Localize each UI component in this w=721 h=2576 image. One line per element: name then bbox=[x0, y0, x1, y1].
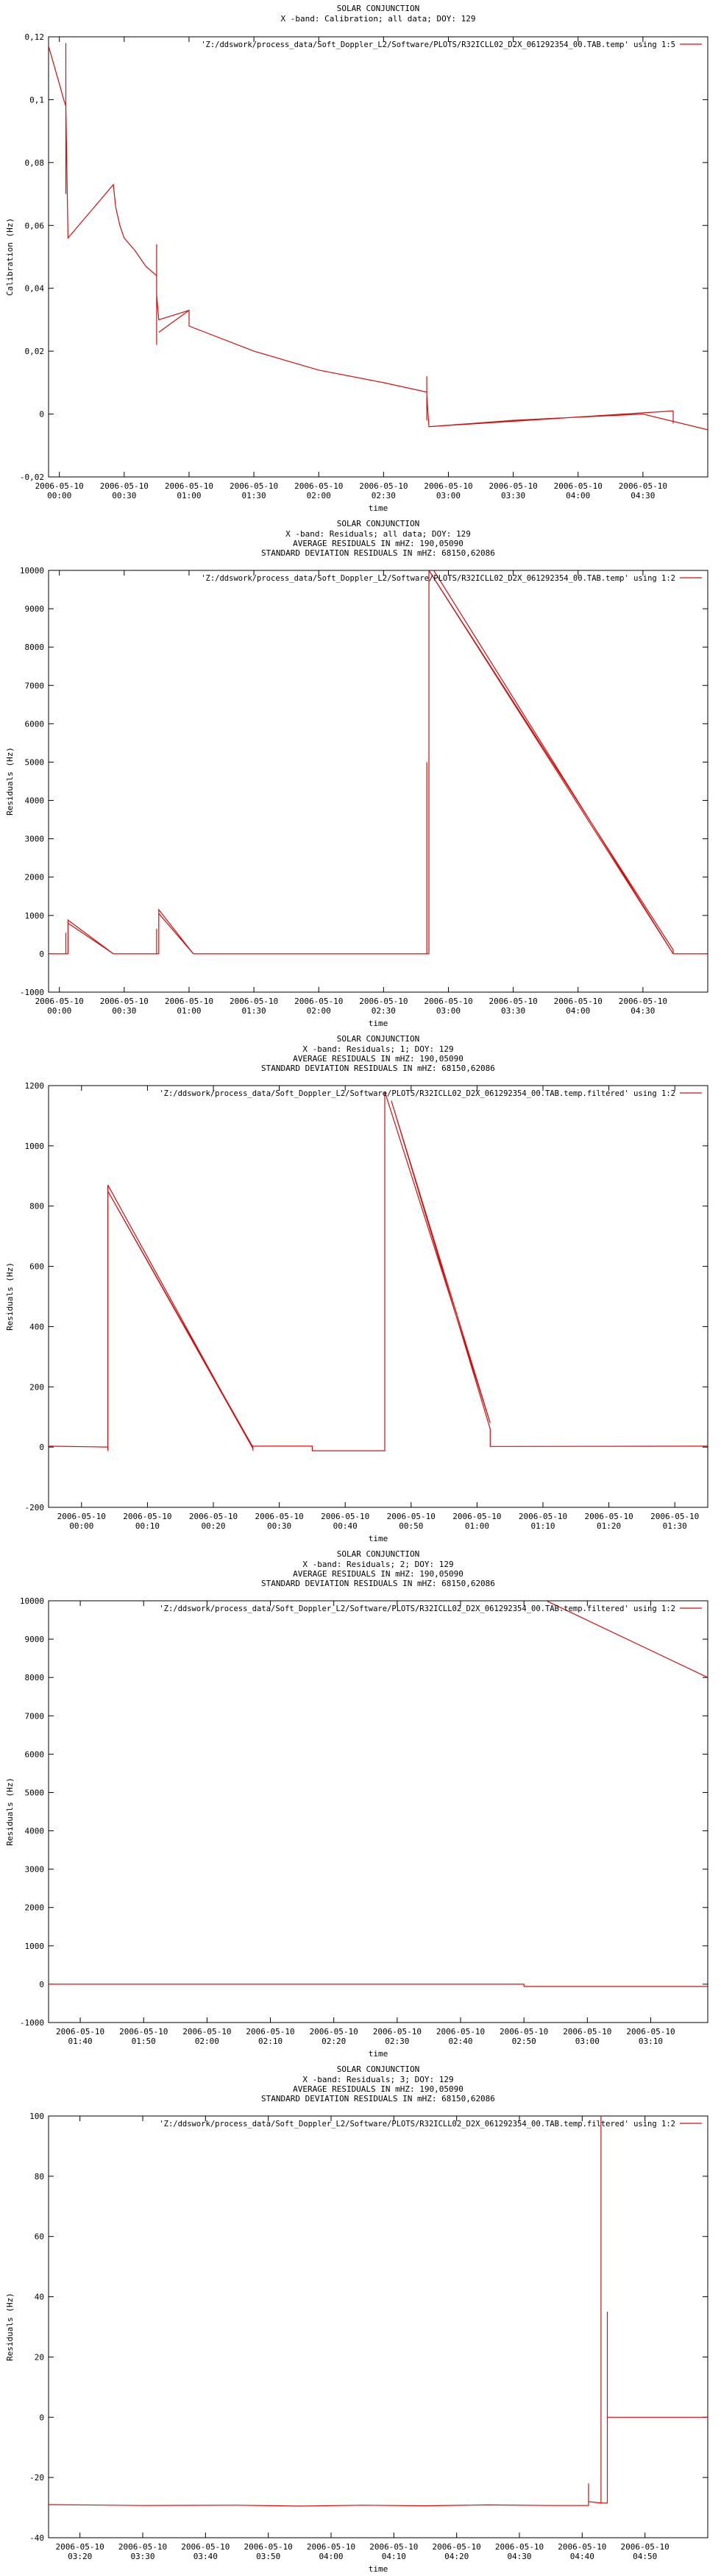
chart-title: SOLAR CONJUNCTION bbox=[336, 519, 420, 528]
x-tick-label: 2006-05-10 bbox=[35, 481, 84, 491]
x-tick-label: 03:30 bbox=[501, 1006, 526, 1016]
x-tick-label: 01:30 bbox=[662, 1521, 687, 1531]
x-tick-label: 00:10 bbox=[135, 1521, 160, 1531]
y-tick-label: 0,1 bbox=[29, 95, 44, 105]
x-tick-label: 2006-05-10 bbox=[306, 2542, 356, 2552]
x-tick-label: 03:30 bbox=[130, 2552, 155, 2561]
x-tick-label: 2006-05-10 bbox=[489, 997, 538, 1006]
chart-title: SOLAR CONJUNCTION bbox=[336, 1034, 420, 1044]
x-tick-label: 2006-05-10 bbox=[294, 997, 344, 1006]
x-tick-label: 2006-05-10 bbox=[164, 481, 214, 491]
x-tick-label: 02:30 bbox=[371, 491, 396, 500]
chart-subtitle-line: X -band: Residuals; all data; DOY: 129 bbox=[285, 529, 471, 539]
y-tick-label: 7000 bbox=[24, 1711, 44, 1722]
x-tick-label: 2006-05-10 bbox=[99, 997, 149, 1006]
x-tick-label: 2006-05-10 bbox=[118, 2542, 168, 2552]
x-tick-label: 2006-05-10 bbox=[432, 2542, 481, 2552]
y-tick-label: 1000 bbox=[24, 1941, 44, 1951]
y-tick-label: 0 bbox=[39, 409, 44, 420]
y-tick-label: 20 bbox=[34, 2352, 44, 2363]
x-tick-label: 02:00 bbox=[194, 2037, 219, 2046]
x-tick-label: 2006-05-10 bbox=[294, 481, 344, 491]
y-tick-label: 0,02 bbox=[24, 347, 44, 357]
x-tick-label: 2006-05-10 bbox=[618, 997, 667, 1006]
y-tick-label: 400 bbox=[29, 1322, 44, 1332]
x-tick-label: 00:50 bbox=[399, 1521, 424, 1531]
x-tick-label: 2006-05-10 bbox=[123, 1512, 172, 1521]
x-tick-label: 01:10 bbox=[530, 1521, 555, 1531]
y-tick-label: 2000 bbox=[24, 872, 44, 882]
x-tick-label: 2006-05-10 bbox=[452, 1512, 502, 1521]
y-tick-label: 0 bbox=[39, 949, 44, 959]
y-tick-label: 200 bbox=[29, 1382, 44, 1393]
x-tick-label: 2006-05-10 bbox=[164, 997, 214, 1006]
x-tick-label: 2006-05-10 bbox=[55, 2542, 104, 2552]
x-tick-label: 03:00 bbox=[575, 2037, 600, 2046]
plot-frame bbox=[49, 1601, 708, 2023]
chart-5 bbox=[5, 2064, 708, 2574]
y-axis-label: Residuals (Hz) bbox=[5, 2293, 15, 2361]
x-tick-label: 04:10 bbox=[381, 2552, 406, 2561]
chart-subtitle-line: X -band: Calibration; all data; DOY: 129 bbox=[280, 14, 476, 24]
plot-frame bbox=[49, 2116, 708, 2538]
y-tick-label: -0,02 bbox=[19, 473, 44, 482]
x-tick-label: 03:00 bbox=[436, 1006, 461, 1016]
x-tick-label: 2006-05-10 bbox=[626, 2027, 675, 2037]
y-axis-label: Residuals (Hz) bbox=[5, 1777, 15, 1846]
x-tick-label: 2006-05-10 bbox=[372, 2027, 422, 2037]
x-tick-label: 00:30 bbox=[112, 491, 137, 500]
y-axis-label: Residuals (Hz) bbox=[5, 1262, 15, 1331]
legend-label: 'Z:/ddswork/process_data/Soft_Doppler_L2/Software/PLOTS/R32ICLL02_D2X_061292354_00.TAB.temp.filtered' using 1:2 bbox=[159, 2120, 675, 2129]
chart-subtitle-line: AVERAGE RESIDUALS IN mHZ: 190,05090 bbox=[293, 1054, 464, 1064]
plot-frame bbox=[49, 570, 708, 992]
y-axis-label: Calibration (Hz) bbox=[5, 218, 15, 296]
x-tick-label: 2006-05-10 bbox=[359, 481, 408, 491]
data-series-line bbox=[49, 43, 708, 430]
x-tick-label: 03:20 bbox=[68, 2552, 93, 2561]
x-tick-label: 00:00 bbox=[47, 1006, 72, 1016]
data-series-line bbox=[49, 563, 708, 954]
x-tick-label: 03:40 bbox=[193, 2552, 218, 2561]
chart-subtitle-line: STANDARD DEVIATION RESIDUALS IN mHZ: 68150,62086 bbox=[261, 1064, 495, 1073]
y-tick-label: 1000 bbox=[24, 1141, 44, 1151]
legend-label: 'Z:/ddswork/process_data/Soft_Doppler_L2/Software/PLOTS/R32ICLL02_D2X_061292354_00.TAB.temp' using 1:2 bbox=[201, 574, 675, 583]
x-tick-label: 04:00 bbox=[566, 491, 591, 500]
data-series-line bbox=[49, 1091, 708, 1451]
x-tick-label: 02:40 bbox=[448, 2037, 473, 2046]
x-tick-label: 2006-05-10 bbox=[309, 2027, 358, 2037]
y-tick-label: 4000 bbox=[24, 796, 44, 806]
chart-3 bbox=[5, 1034, 708, 1543]
plot-frame bbox=[49, 37, 708, 477]
x-tick-label: 2006-05-10 bbox=[436, 2027, 486, 2037]
chart-subtitle-line: AVERAGE RESIDUALS IN mHZ: 190,05090 bbox=[293, 1569, 464, 1579]
x-tick-label: 2006-05-10 bbox=[255, 1512, 304, 1521]
x-tick-label: 2006-05-10 bbox=[424, 997, 473, 1006]
x-tick-label: 03:30 bbox=[501, 491, 526, 500]
x-tick-label: 2006-05-10 bbox=[500, 2027, 549, 2037]
x-tick-label: 00:00 bbox=[69, 1521, 94, 1531]
y-tick-label: 0,04 bbox=[24, 283, 44, 294]
chart-2 bbox=[5, 519, 708, 1028]
x-tick-label: 04:50 bbox=[633, 2552, 658, 2561]
plot-frame bbox=[49, 1086, 708, 1507]
y-tick-label: -1000 bbox=[19, 988, 44, 997]
x-tick-label: 2006-05-10 bbox=[563, 2027, 612, 2037]
x-axis-label: time bbox=[368, 1534, 388, 1543]
y-tick-label: 0 bbox=[39, 2413, 44, 2423]
legend-label: 'Z:/ddswork/process_data/Soft_Doppler_L2/Software/PLOTS/R32ICLL02_D2X_061292354_00.TAB.temp.filtered' using 1:2 bbox=[159, 1604, 675, 1613]
x-tick-label: 01:40 bbox=[68, 2037, 93, 2046]
x-tick-label: 2006-05-10 bbox=[584, 1512, 633, 1521]
x-tick-label: 2006-05-10 bbox=[35, 997, 84, 1006]
chart-subtitle-line: STANDARD DEVIATION RESIDUALS IN mHZ: 68150,62086 bbox=[261, 2094, 495, 2103]
chart-subtitle-line: X -band: Residuals; 3; DOY: 129 bbox=[302, 2075, 454, 2084]
x-tick-label: 02:00 bbox=[306, 491, 331, 500]
y-tick-label: 1200 bbox=[24, 1081, 44, 1091]
x-tick-label: 2006-05-10 bbox=[618, 481, 667, 491]
y-tick-label: 5000 bbox=[24, 1788, 44, 1798]
x-tick-label: 2006-05-10 bbox=[181, 2542, 230, 2552]
y-tick-label: 4000 bbox=[24, 1826, 44, 1836]
x-tick-label: 2006-05-10 bbox=[553, 481, 603, 491]
x-tick-label: 00:30 bbox=[267, 1521, 292, 1531]
x-tick-label: 01:30 bbox=[241, 491, 266, 500]
x-tick-label: 2006-05-10 bbox=[246, 2027, 295, 2037]
x-tick-label: 2006-05-10 bbox=[650, 1512, 700, 1521]
x-tick-label: 04:30 bbox=[631, 491, 656, 500]
y-tick-label: 40 bbox=[34, 2292, 44, 2302]
y-tick-label: 0,12 bbox=[24, 32, 44, 42]
y-tick-label: 80 bbox=[34, 2171, 44, 2182]
y-tick-label: 9000 bbox=[24, 1635, 44, 1645]
x-tick-label: 2006-05-10 bbox=[55, 2027, 105, 2037]
x-tick-label: 01:00 bbox=[464, 1521, 489, 1531]
x-tick-label: 02:50 bbox=[511, 2037, 536, 2046]
y-tick-label: 0 bbox=[39, 1443, 44, 1453]
x-tick-label: 02:30 bbox=[385, 2037, 410, 2046]
x-tick-label: 2006-05-10 bbox=[489, 481, 538, 491]
data-series-line bbox=[49, 2116, 708, 2506]
x-tick-label: 00:40 bbox=[333, 1521, 358, 1531]
x-tick-label: 2006-05-10 bbox=[182, 2027, 232, 2037]
x-axis-label: time bbox=[368, 1019, 388, 1028]
x-tick-label: 04:20 bbox=[444, 2552, 469, 2561]
x-tick-label: 02:10 bbox=[258, 2037, 283, 2046]
y-tick-label: 6000 bbox=[24, 719, 44, 729]
chart-subtitle-line: STANDARD DEVIATION RESIDUALS IN mHZ: 68150,62086 bbox=[261, 548, 495, 558]
y-tick-label: 8000 bbox=[24, 643, 44, 653]
legend-label: 'Z:/ddswork/process_data/Soft_Doppler_L2/Software/PLOTS/R32ICLL02_D2X_061292354_00.TAB.temp.filtered' using 1:2 bbox=[159, 1089, 675, 1098]
chart-4 bbox=[5, 1549, 708, 2059]
x-axis-label: time bbox=[368, 2564, 388, 2574]
x-tick-label: 2006-05-10 bbox=[359, 997, 408, 1006]
x-tick-label: 2006-05-10 bbox=[386, 1512, 436, 1521]
y-tick-label: -1000 bbox=[19, 2018, 44, 2028]
x-tick-label: 02:20 bbox=[322, 2037, 347, 2046]
chart-subtitle-line: AVERAGE RESIDUALS IN mHZ: 190,05090 bbox=[293, 2084, 464, 2094]
y-tick-label: 6000 bbox=[24, 1749, 44, 1760]
y-tick-label: -40 bbox=[29, 2533, 44, 2543]
x-tick-label: 01:00 bbox=[177, 491, 202, 500]
x-tick-label: 04:00 bbox=[319, 2552, 344, 2561]
x-tick-label: 2006-05-10 bbox=[321, 1512, 370, 1521]
x-tick-label: 01:50 bbox=[131, 2037, 156, 2046]
x-tick-label: 00:00 bbox=[47, 491, 72, 500]
x-tick-label: 2006-05-10 bbox=[244, 2542, 293, 2552]
x-tick-label: 03:50 bbox=[256, 2552, 281, 2561]
x-tick-label: 04:40 bbox=[569, 2552, 594, 2561]
x-tick-label: 03:00 bbox=[436, 491, 461, 500]
y-tick-label: -20 bbox=[29, 2473, 44, 2483]
y-tick-label: 3000 bbox=[24, 834, 44, 844]
data-series-line bbox=[49, 1984, 708, 1986]
y-tick-label: 100 bbox=[29, 2112, 44, 2121]
chart-subtitle-line: X -band: Residuals; 1; DOY: 129 bbox=[302, 1044, 454, 1054]
y-tick-label: 0,06 bbox=[24, 221, 44, 231]
x-tick-label: 2006-05-10 bbox=[57, 1512, 106, 1521]
x-tick-label: 2006-05-10 bbox=[229, 481, 279, 491]
chart-subtitle-line: STANDARD DEVIATION RESIDUALS IN mHZ: 68150,62086 bbox=[261, 1579, 495, 1588]
y-axis-label: Residuals (Hz) bbox=[5, 747, 15, 815]
x-axis-label: time bbox=[368, 503, 388, 513]
y-tick-label: 8000 bbox=[24, 1673, 44, 1683]
x-tick-label: 01:20 bbox=[597, 1521, 622, 1531]
chart-title: SOLAR CONJUNCTION bbox=[336, 1549, 420, 1559]
legend-label: 'Z:/ddswork/process_data/Soft_Doppler_L2/Software/PLOTS/R32ICLL02_D2X_061292354_00.TAB.temp' using 1:5 bbox=[201, 40, 675, 49]
y-tick-label: 5000 bbox=[24, 757, 44, 768]
y-tick-label: 0,08 bbox=[24, 158, 44, 168]
y-tick-label: 60 bbox=[34, 2232, 44, 2242]
x-tick-label: 2006-05-10 bbox=[518, 1512, 568, 1521]
x-tick-label: 2006-05-10 bbox=[494, 2542, 544, 2552]
chart-subtitle-line: X -band: Residuals; 2; DOY: 129 bbox=[302, 1560, 454, 1569]
x-tick-label: 2006-05-10 bbox=[424, 481, 473, 491]
y-tick-label: 1000 bbox=[24, 910, 44, 921]
y-tick-label: 3000 bbox=[24, 1864, 44, 1875]
x-tick-label: 2006-05-10 bbox=[620, 2542, 670, 2552]
x-tick-label: 00:20 bbox=[201, 1521, 226, 1531]
y-tick-label: 2000 bbox=[24, 1903, 44, 1913]
y-tick-label: 9000 bbox=[24, 604, 44, 615]
x-tick-label: 00:30 bbox=[112, 1006, 137, 1016]
chart-title: SOLAR CONJUNCTION bbox=[336, 2064, 420, 2074]
x-tick-label: 04:00 bbox=[566, 1006, 591, 1016]
y-tick-label: 10000 bbox=[19, 566, 44, 576]
x-tick-label: 04:30 bbox=[507, 2552, 532, 2561]
x-axis-label: time bbox=[368, 2049, 388, 2059]
x-tick-label: 02:30 bbox=[371, 1006, 396, 1016]
x-tick-label: 2006-05-10 bbox=[99, 481, 149, 491]
y-tick-label: -200 bbox=[24, 1503, 44, 1512]
x-tick-label: 2006-05-10 bbox=[229, 997, 279, 1006]
chart-1 bbox=[5, 4, 708, 513]
x-tick-label: 03:10 bbox=[638, 2037, 664, 2046]
chart-subtitle-line: AVERAGE RESIDUALS IN mHZ: 190,05090 bbox=[293, 539, 464, 548]
y-tick-label: 600 bbox=[29, 1262, 44, 1272]
y-tick-label: 7000 bbox=[24, 681, 44, 691]
x-tick-label: 2006-05-10 bbox=[369, 2542, 419, 2552]
y-tick-label: 10000 bbox=[19, 1596, 44, 1606]
x-tick-label: 01:30 bbox=[241, 1006, 266, 1016]
x-tick-label: 2006-05-10 bbox=[558, 2542, 607, 2552]
chart-title: SOLAR CONJUNCTION bbox=[336, 4, 420, 13]
y-tick-label: 800 bbox=[29, 1201, 44, 1211]
x-tick-label: 2006-05-10 bbox=[553, 997, 603, 1006]
x-tick-label: 02:00 bbox=[306, 1006, 331, 1016]
x-tick-label: 04:30 bbox=[631, 1006, 656, 1016]
y-tick-label: 0 bbox=[39, 1979, 44, 1989]
x-tick-label: 2006-05-10 bbox=[188, 1512, 238, 1521]
x-tick-label: 01:00 bbox=[177, 1006, 202, 1016]
x-tick-label: 2006-05-10 bbox=[119, 2027, 168, 2037]
